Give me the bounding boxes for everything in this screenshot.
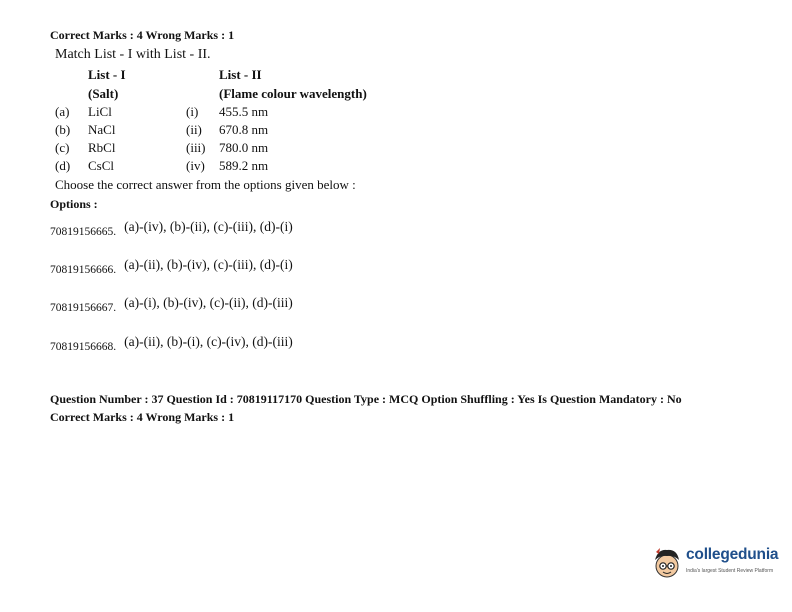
row-roman: (iii) [186, 140, 206, 155]
option-item[interactable] [50, 294, 293, 312]
option-text: (a)-(iv), (b)-(ii), (c)-(iii), (d)-(i) [124, 219, 293, 234]
row-label: (d) [55, 158, 71, 173]
marks-info: Correct Marks : 4 Wrong Marks : 1 [50, 28, 235, 42]
list1-heading: List - I [88, 67, 126, 82]
option-id: 70819156666. [50, 264, 117, 276]
option-text: (a)-(i), (b)-(iv), (c)-(ii), (d)-(iii) [124, 295, 293, 310]
option-text: (a)-(ii), (b)-(iv), (c)-(iii), (d)-(i) [124, 257, 293, 272]
row-roman: (ii) [186, 122, 202, 137]
salt-item: RbCl [88, 140, 116, 155]
salt-item: NaCl [88, 122, 116, 137]
row-label: (c) [55, 140, 70, 155]
wavelength-item: 455.5 nm [219, 104, 269, 119]
collegedunia-logo [650, 544, 790, 584]
wavelength-item: 589.2 nm [219, 158, 269, 173]
salt-item: LiCl [88, 104, 112, 119]
wavelength-item: 780.0 nm [219, 140, 269, 155]
option-item[interactable] [50, 333, 293, 351]
row-label: (b) [55, 122, 71, 137]
question-prompt: Match List - I with List - II. [55, 47, 211, 62]
row-label: (a) [55, 104, 70, 119]
option-text: (a)-(ii), (b)-(i), (c)-(iv), (d)-(iii) [124, 334, 293, 349]
logo-name: collegedunia [686, 546, 779, 563]
list2-subheading: (Flame colour wavelength) [219, 86, 367, 101]
options-heading: Options : [50, 197, 98, 211]
option-id: 70819156665. [50, 226, 117, 238]
next-question-info: Question Number : 37 Question Id : 70819117170 Question Type : MCQ Option Shuffling : Yes Is Question Mandatory : No [50, 392, 682, 406]
salt-item: CsCl [88, 158, 115, 173]
list1-subheading: (Salt) [88, 86, 119, 101]
row-roman: (i) [186, 104, 199, 119]
question-instruction: Choose the correct answer from the options given below : [55, 177, 356, 192]
logo-tagline: India's largest Student Review Platform [686, 568, 774, 574]
option-item[interactable] [50, 256, 293, 274]
list2-heading: List - II [219, 67, 262, 82]
option-id: 70819156667. [50, 302, 117, 314]
next-question-marks: Correct Marks : 4 Wrong Marks : 1 [50, 410, 235, 424]
row-roman: (iv) [186, 158, 205, 173]
option-id: 70819156668. [50, 341, 117, 353]
mascot-icon [650, 544, 684, 584]
wavelength-item: 670.8 nm [219, 122, 269, 137]
option-item[interactable] [50, 218, 293, 236]
